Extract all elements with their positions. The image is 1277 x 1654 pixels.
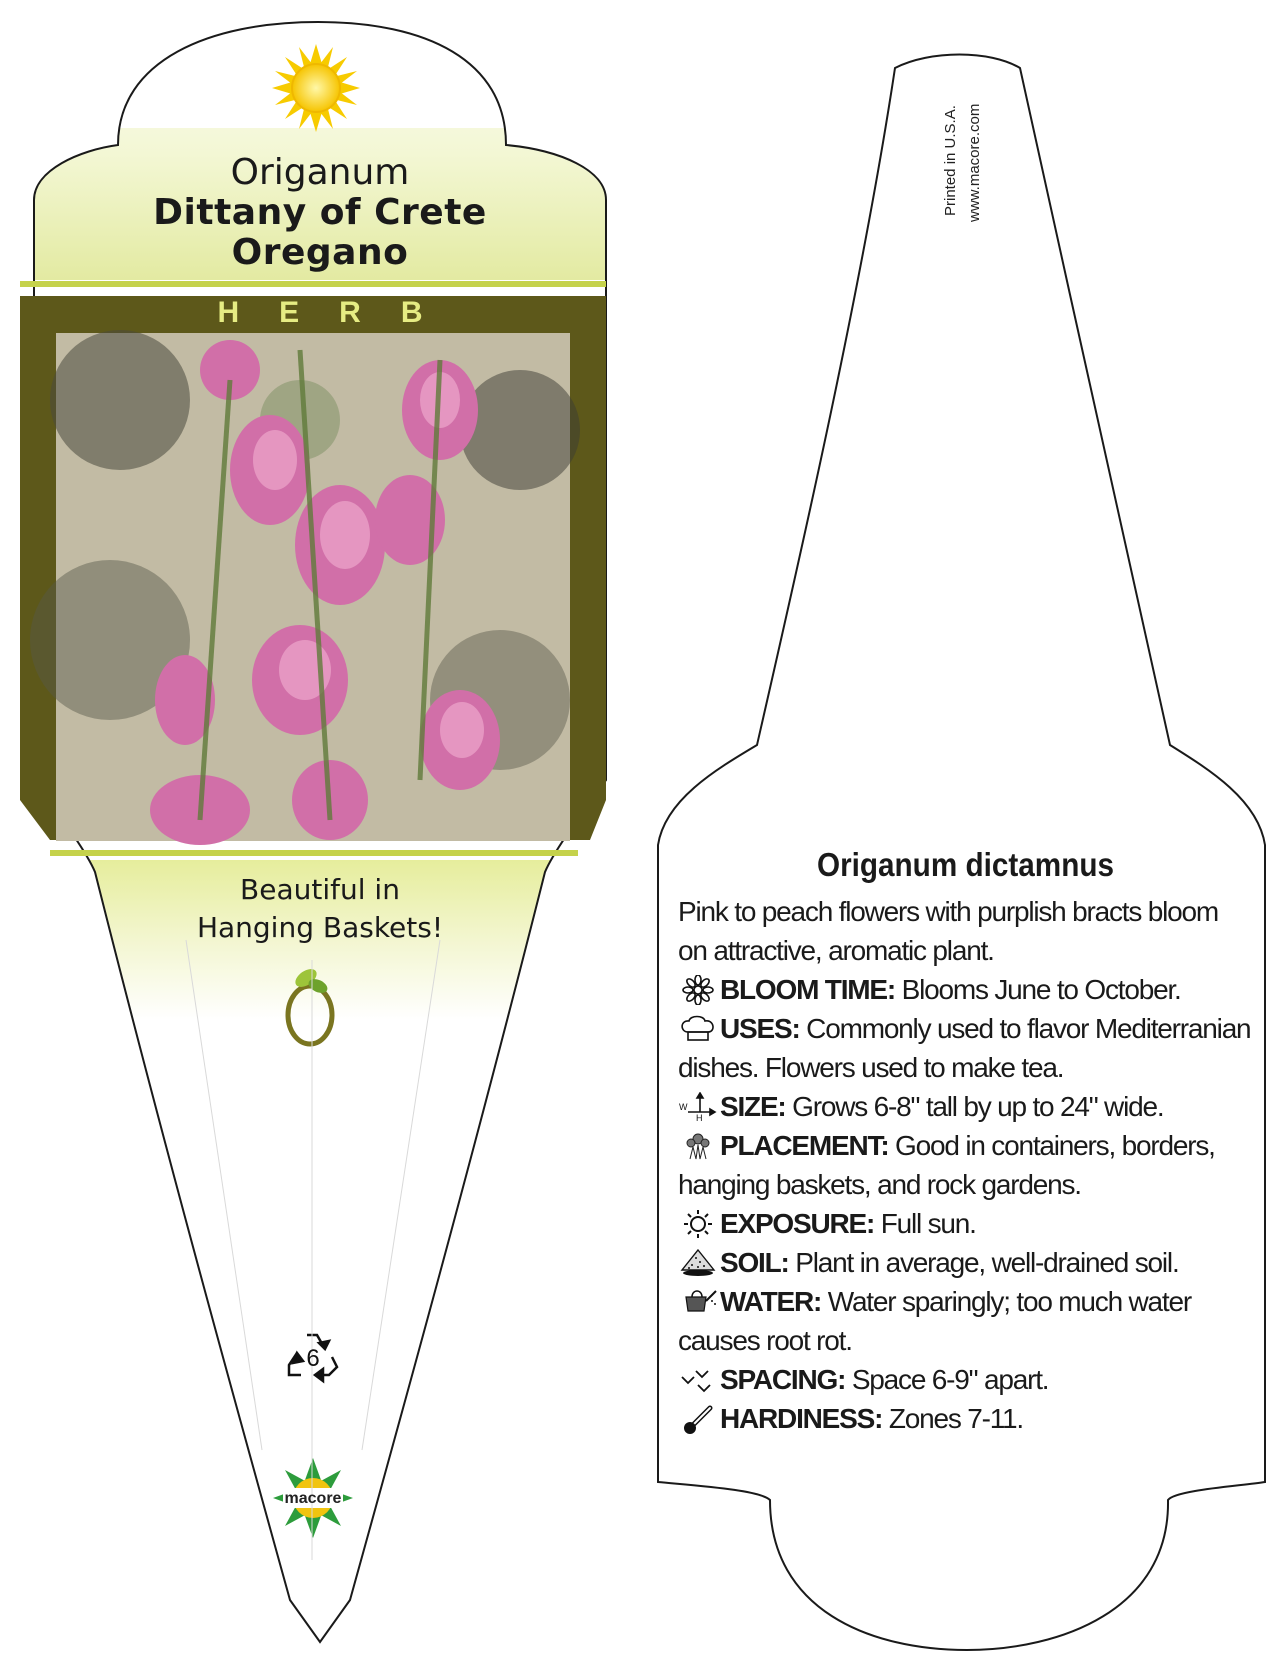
attribute-placement: PLACEMENT: Good in containers, borders, hanging baskets, and rock gardens. xyxy=(678,1130,1215,1200)
soil-icon xyxy=(678,1248,718,1278)
size-arrows-icon xyxy=(678,1092,718,1122)
attribute-hardiness: HARDINESS: Zones 7-11. xyxy=(678,1399,1253,1438)
full-sun-icon xyxy=(272,44,360,132)
website-label: www.macore.com xyxy=(966,103,983,222)
attribute-spacing: SPACING: Space 6-9" apart. xyxy=(678,1360,1253,1399)
flower-icon xyxy=(678,975,718,1005)
svg-text:W: W xyxy=(679,1102,687,1112)
attribute-uses: USES: Commonly used to flavor Mediterranian dishes. Flowers used to make tea. xyxy=(678,1013,1251,1083)
attribute-size: W H SIZE: Grows 6-8" tall by up to 24" wide. xyxy=(679,1091,1164,1122)
tagline-line1: Beautiful in xyxy=(240,873,400,906)
back-content xyxy=(678,846,1253,1438)
tagline-line2: Hanging Baskets! xyxy=(196,911,444,944)
brand-name: macore xyxy=(284,1490,342,1507)
printed-in-label: Printed in U.S.A. xyxy=(942,105,959,216)
genus-name: Origanum xyxy=(230,152,410,193)
watering-can-icon xyxy=(678,1287,718,1317)
attribute-water: WATER: Water sparingly; too much water causes root rot. xyxy=(678,1286,1191,1356)
category-label: HERB xyxy=(217,296,463,329)
sun-icon xyxy=(678,1209,718,1239)
title-separator xyxy=(20,281,606,287)
common-name-line1: Dittany of Crete xyxy=(153,192,487,233)
attribute-exposure: EXPOSURE: Full sun. xyxy=(678,1204,1253,1243)
thermometer-icon xyxy=(678,1404,718,1434)
chef-hat-icon xyxy=(678,1014,718,1044)
seedlings-icon xyxy=(678,1365,718,1395)
plant-photo xyxy=(30,330,580,845)
frame-bottom-band xyxy=(50,850,578,856)
svg-text:H: H xyxy=(696,1113,702,1122)
placement-flowers-icon xyxy=(678,1131,718,1161)
recycle-number: 6 xyxy=(306,1345,320,1372)
botanical-name: Origanum dictamnus xyxy=(816,846,1115,883)
common-name-line2: Oregano xyxy=(231,232,409,273)
description: Pink to peach flowers with purplish bracts bloom on attractive, aromatic plant. xyxy=(678,896,1219,966)
attribute-soil: SOIL: Plant in average, well-drained soil. xyxy=(678,1243,1253,1282)
attribute-bloom-time: BLOOM TIME: Blooms June to October. xyxy=(678,970,1253,1009)
